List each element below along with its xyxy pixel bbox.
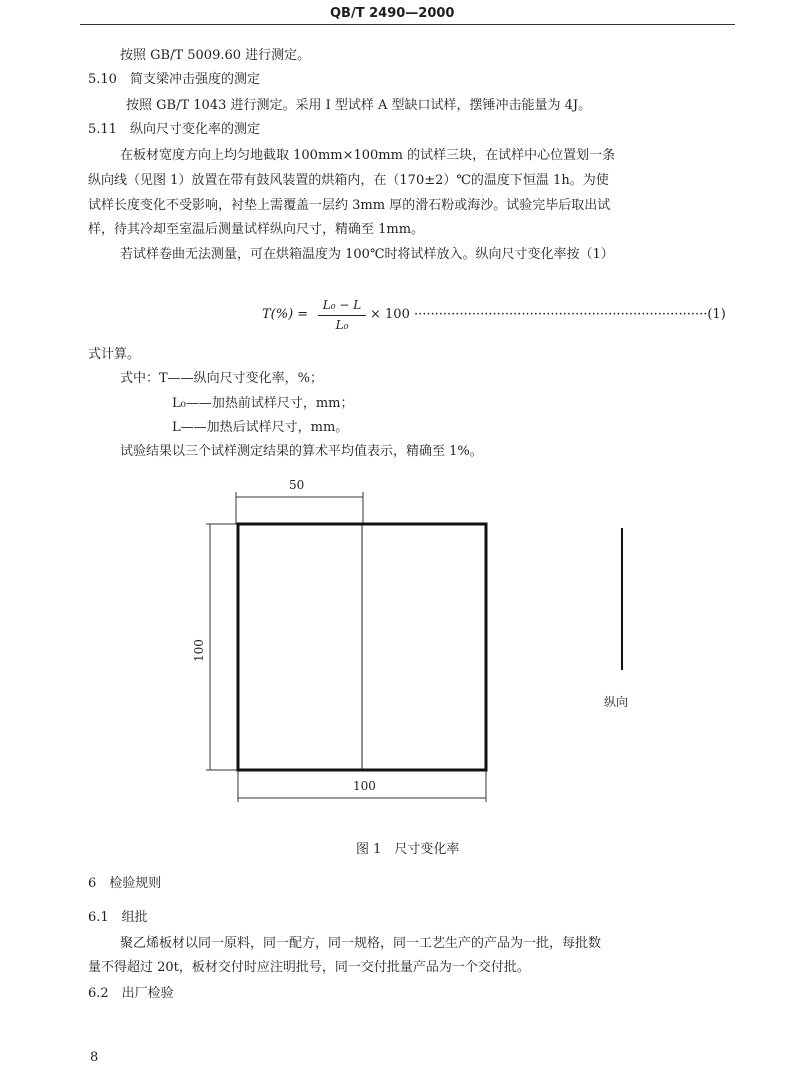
section-heading: 5.11 纵向尺寸变化率的测定 <box>88 122 260 137</box>
text-line: L——加热后试样尺寸，mm。 <box>172 420 349 435</box>
text-line: 样，待其冷却至室温后测量试样纵向尺寸，精确至 1mm。 <box>88 222 425 237</box>
section-heading: 6.1 组批 <box>88 910 148 925</box>
page-number: 8 <box>90 1050 99 1065</box>
text-line: 式计算。 <box>88 347 141 362</box>
formula-numerator: L₀ − L <box>322 298 362 312</box>
text-line: 按照 GB/T 1043 进行测定。采用 I 型试样 A 型缺口试样，摆锤冲击能量为 4J。 <box>126 98 592 113</box>
figure-caption: 图 1 尺寸变化率 <box>356 842 460 857</box>
formula-denominator: L₀ <box>335 318 349 332</box>
dim-bottom-label: 100 <box>353 779 376 793</box>
section-heading: 6 检验规则 <box>88 876 162 891</box>
dim-left-label: 100 <box>192 639 206 662</box>
text-line: L₀——加热前试样尺寸，mm； <box>172 396 354 411</box>
text-line: 聚乙烯板材以同一原料，同一配方，同一规格，同一工艺生产的产品为一批，每批数 <box>120 936 602 951</box>
formula-rhs: × 100 ·······································································(1) <box>370 307 726 322</box>
direction-label: 纵向 <box>604 695 629 709</box>
text-line: 若试样卷曲无法测量，可在烘箱温度为 100℃时将试样放入。纵向尺寸变化率按（1） <box>120 247 614 262</box>
section-heading: 6.2 出厂检验 <box>88 986 174 1001</box>
text-line: 式中：T——纵向尺寸变化率，%； <box>120 371 324 386</box>
dim-top-label: 50 <box>289 478 305 492</box>
formula-lhs: T(%) = <box>262 307 309 322</box>
header-code: QB/T 2490—2000 <box>330 6 455 21</box>
section-heading: 5.10 简支梁冲击强度的测定 <box>88 72 260 87</box>
text-line: 试验结果以三个试样测定结果的算术平均值表示，精确至 1%。 <box>120 444 483 459</box>
text-line: 按照 GB/T 5009.60 进行测定。 <box>120 48 311 63</box>
text-line: 纵向线（见图 1）放置在带有鼓风装置的烘箱内，在（170±2）℃的温度下恒温 1h。为使 <box>88 173 609 188</box>
text-line: 试样长度变化不受影响，衬垫上需覆盖一层约 3mm 厚的滑石粉或海沙。试验完毕后取出试 <box>88 198 611 213</box>
text-line: 在板材宽度方向上均匀地截取 100mm×100mm 的试样三块，在试样中心位置划一条 <box>120 148 616 163</box>
text-line: 量不得超过 20t，板材交付时应注明批号，同一交付批量产品为一个交付批。 <box>88 960 530 975</box>
